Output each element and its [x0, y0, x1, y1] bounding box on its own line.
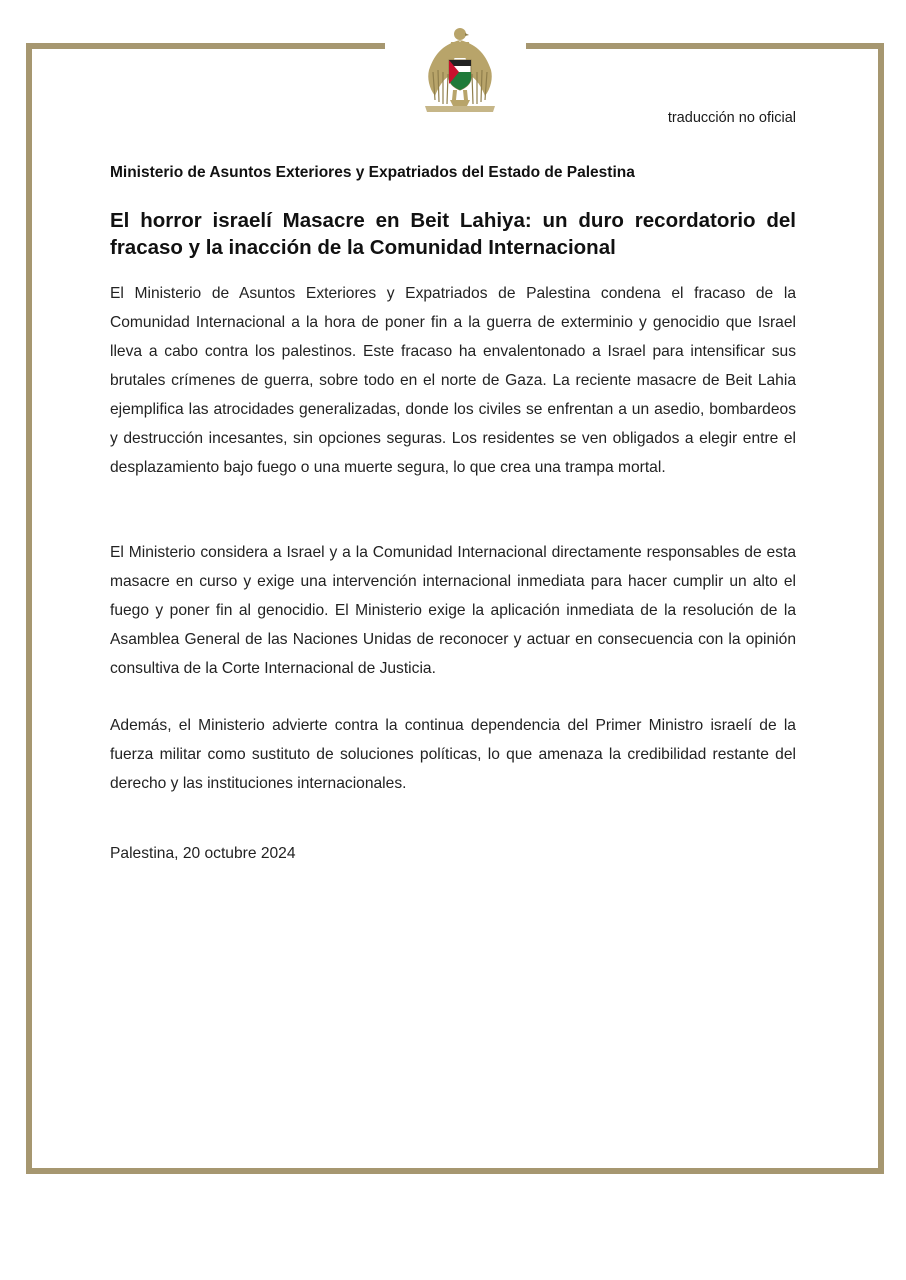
press-release-title: El horror israelí Masacre en Beit Lahiya: un duro recordatorio del fracaso y la inacción de la Comunidad Internacional	[110, 209, 796, 259]
ministry-name: Ministerio de Asuntos Exteriores y Expatriados del Estado de Palestina	[110, 164, 635, 181]
body-paragraph-1: El Ministerio de Asuntos Exteriores y Expatriados de Palestina condena el fracaso de la Comunidad Internacional a la hora de poner fin a la guerra de exterminio y genocidio que Israel lleva a cabo contra los palestinos. Este fracaso ha envalentonado a Israel para intensificar sus brutales crímenes de guerra, sobre todo en el norte de Gaza. La reciente masacre de Beit Lahia ejemplifica las atrocidades generalizadas, donde los civiles se enfrentan a un asedio, bombardeos y destrucción incesantes, sin opciones seguras. Los residentes se ven obligados a elegir entre el desplazamiento bajo fuego o una muerte segura, lo que crea una trampa mortal.	[110, 285, 796, 476]
body-paragraph-2: El Ministerio considera a Israel y a la Comunidad Internacional directamente responsables de esta masacre en curso y exige una intervención internacional inmediata para hacer cumplir un alto el fuego y poner fin al genocidio. El Ministerio exige la aplicación inmediata de la resolución de la Asamblea General de las Naciones Unidas de reconocer y actuar en consecuencia con la opinión consultiva de la Corte Internacional de Justicia.	[110, 544, 796, 677]
frame-top-left	[26, 43, 385, 49]
dateline: Palestina, 20 octubre 2024	[110, 845, 296, 862]
palestine-eagle-emblem-icon	[405, 22, 515, 140]
frame-right	[878, 43, 884, 1174]
frame-top-right	[526, 43, 884, 49]
body-paragraph-3: Además, el Ministerio advierte contra la continua dependencia del Primer Ministro israelí de la fuerza militar como sustituto de soluciones políticas, lo que amenaza la credibilidad restante del derecho y las instituciones internacionales.	[110, 717, 796, 792]
unofficial-translation-note: traducción no oficial	[667, 110, 796, 126]
frame-bottom	[26, 1168, 884, 1174]
frame-left	[26, 43, 32, 1174]
